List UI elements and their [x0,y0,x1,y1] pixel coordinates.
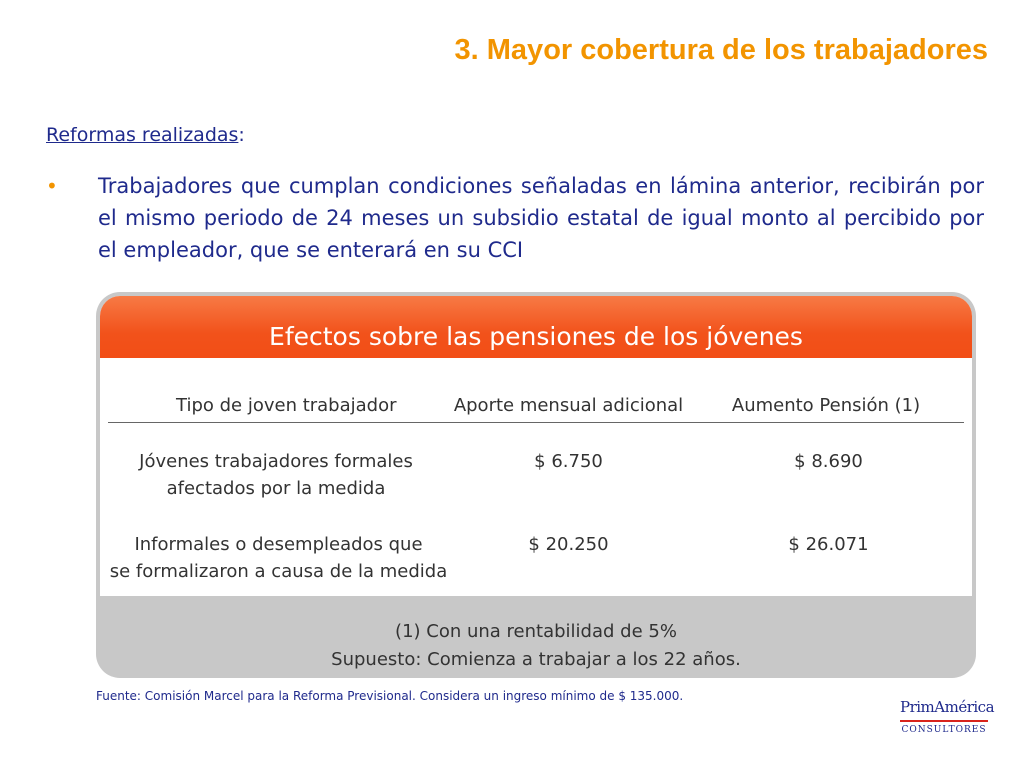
footnote-supuesto: Supuesto: Comienza a trabajar a los 22 años. [331,649,741,670]
table-row-2-type [106,531,451,585]
footnote-rentabilidad: (1) Con una rentabilidad de 5% [395,621,677,642]
row-1-type-line2: afectados por la medida [166,478,386,499]
table-row-2-aporte: $ 20.250 [528,534,609,555]
row-2-type-line2: se formalizaron a causa de la medida [109,561,448,582]
row-1-type-line1: Jóvenes trabajadores formales [139,451,413,472]
subheading-label: Reformas realizadas [46,124,239,146]
column-header-aporte: Aporte mensual adicional [453,395,684,416]
table-row-1-aumento: $ 8.690 [794,451,863,472]
table-header-bar [100,296,972,358]
header-divider [108,422,964,423]
section-subheading [46,124,245,146]
logo-subtitle: CONSULTORES [901,725,987,735]
row-2-type-line1: Informales o desempleados que [134,534,423,555]
table-title: Efectos sobre las pensiones de los jóvenes [269,322,803,351]
column-header-aumento: Aumento Pensión (1) [731,395,921,416]
source-note: Fuente: Comisión Marcel para la Reforma Previsional. Considera un ingreso mínimo de $ 135.000. [96,689,684,703]
primamerica-logo [900,698,995,742]
table-row-2-aumento: $ 26.071 [788,534,869,555]
table-row-1-type [116,448,436,502]
slide-title: 3. Mayor cobertura de los trabajadores [454,34,988,66]
logo-divider [900,720,988,722]
table-row-1-aporte: $ 6.750 [534,451,603,472]
bullet-text: Trabajadores que cumplan condiciones señaladas en lámina anterior, recibirán por el mismo periodo de 24 meses un subsidio estatal de igual monto al percibido por el empleador, que se enterará en su CCI [98,174,984,262]
effects-table-panel [96,292,976,678]
bullet-marker: • [46,174,58,198]
subheading-colon: : [238,124,245,146]
logo-wordmark: PrimAmérica [900,698,995,716]
column-header-type: Tipo de joven trabajador [176,395,397,416]
